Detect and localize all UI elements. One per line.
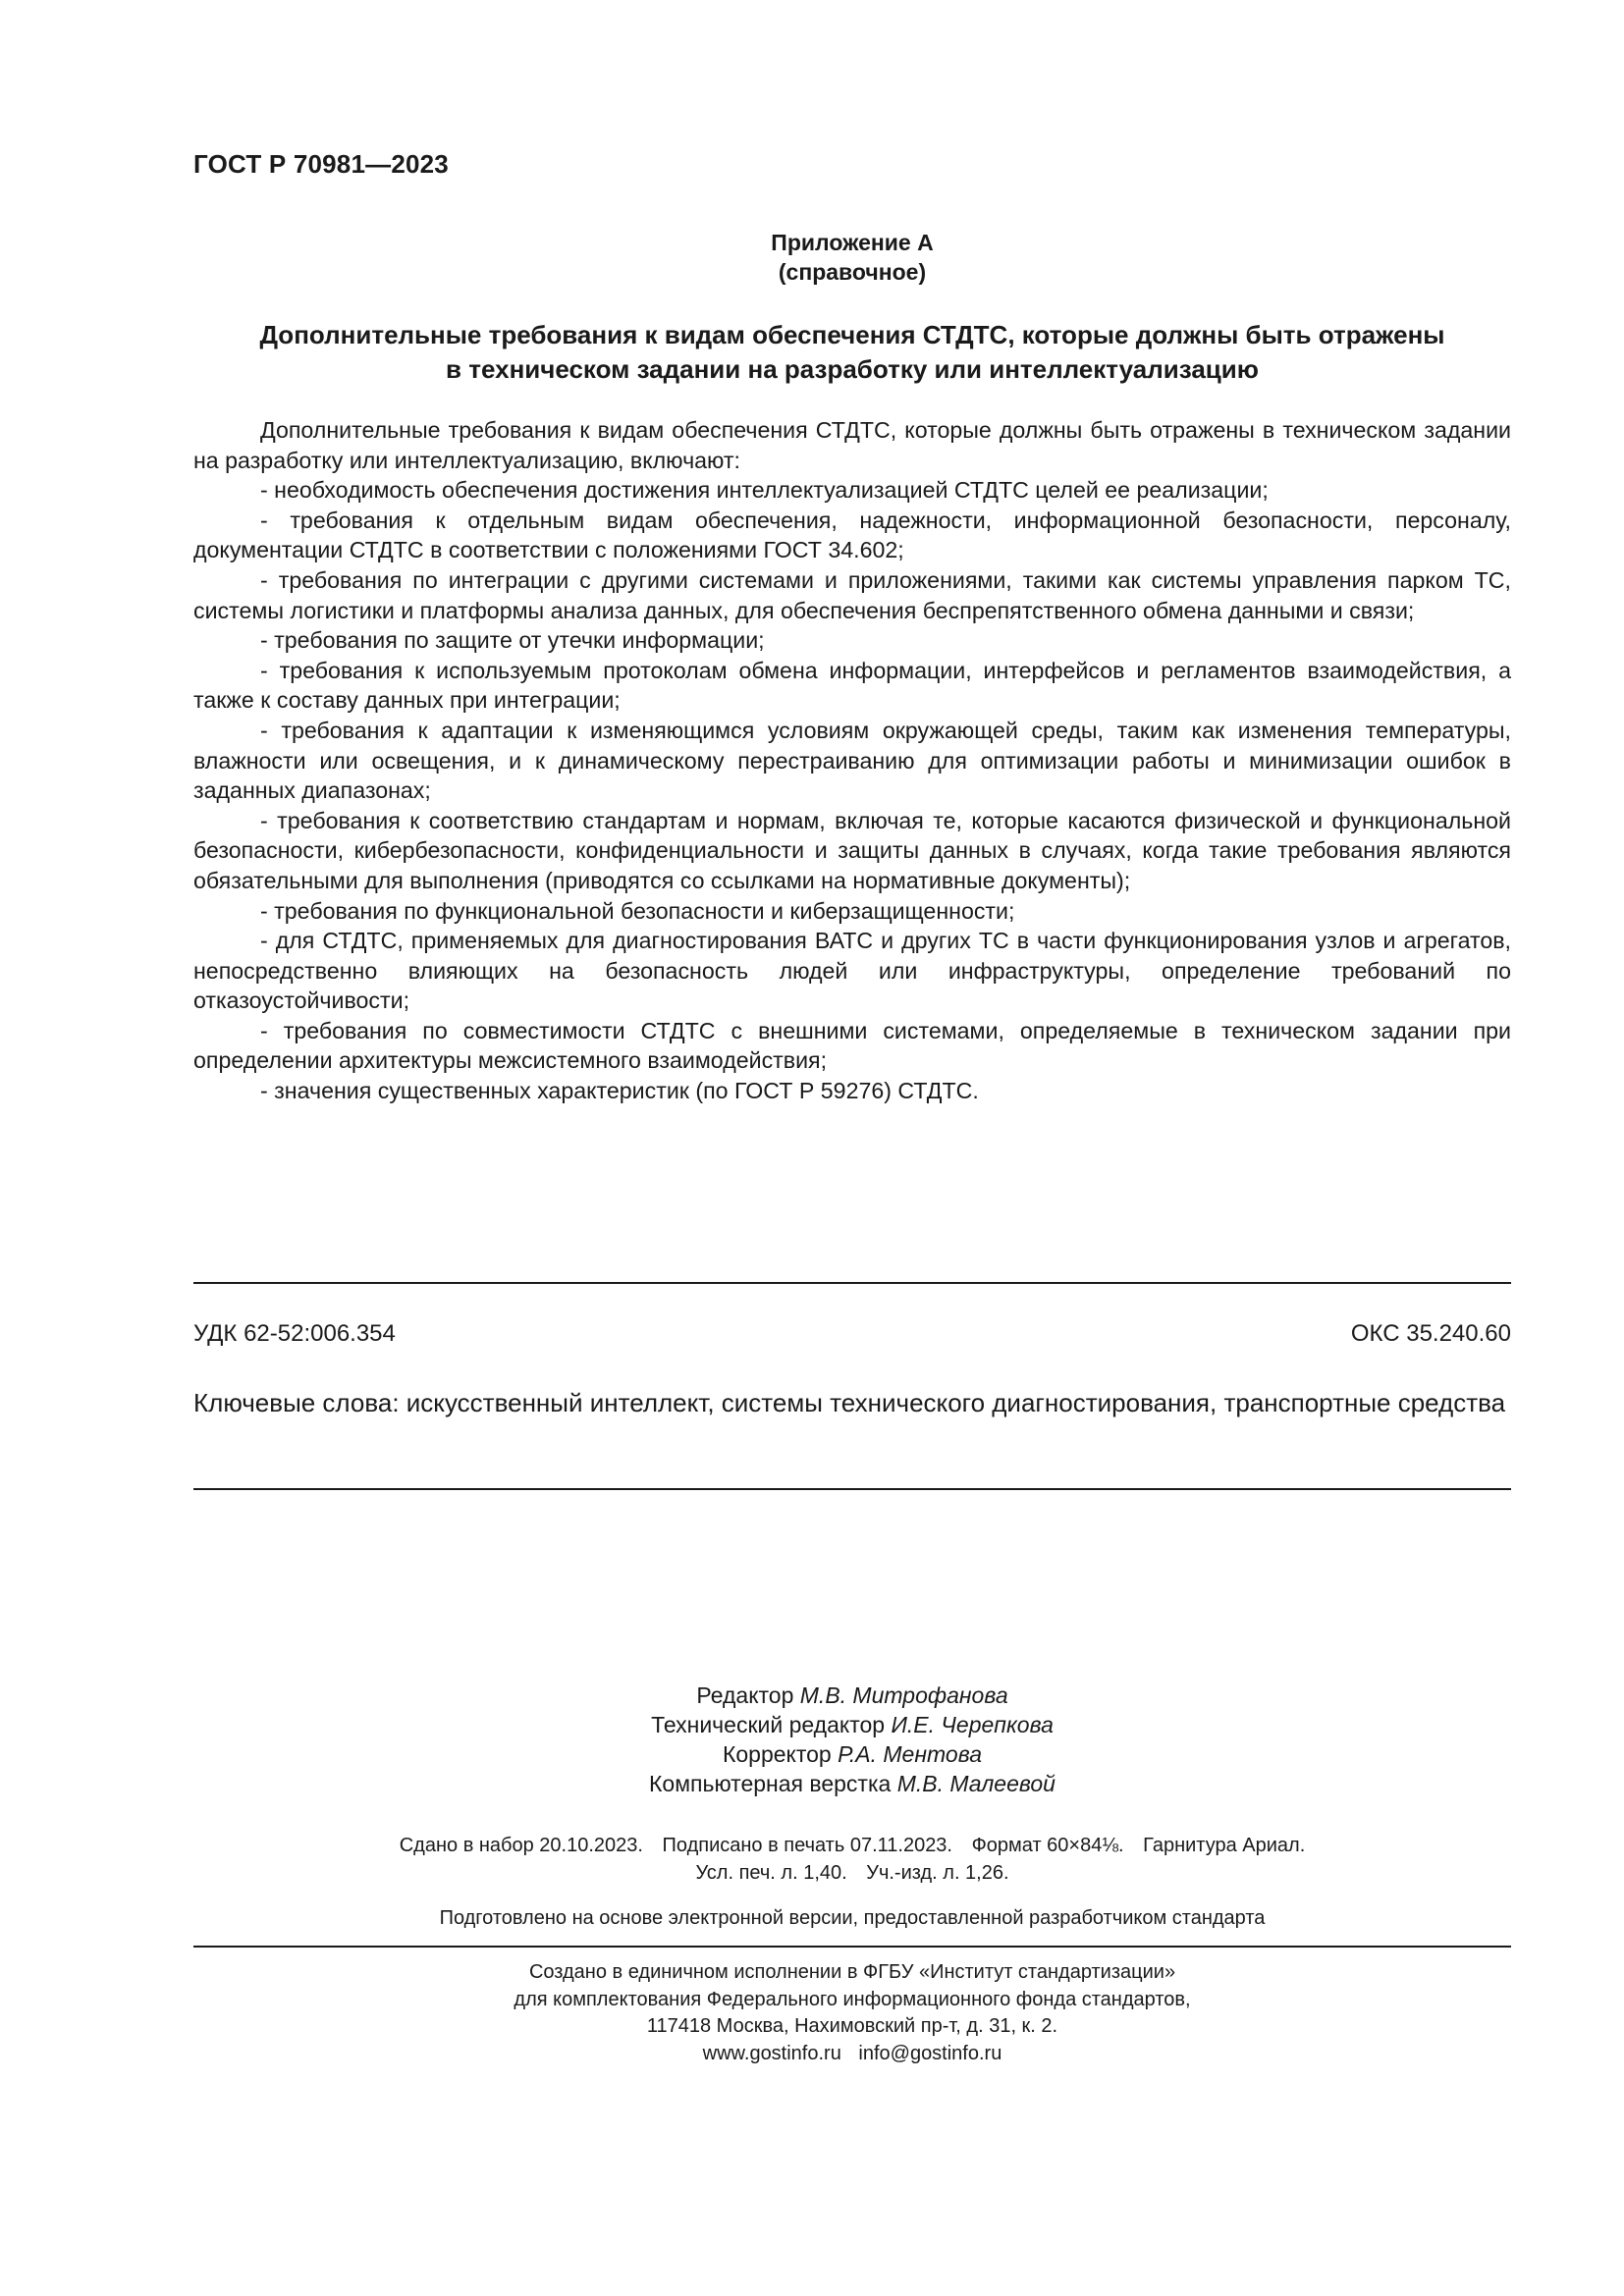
publisher-contacts (193, 2041, 1511, 2068)
body-paragraph: - требования к соответствию стандартам и нормам, включая те, которые касаются физической и функциональной безопасности, кибербезопасности, конфиденциальности и защиты данных в случаях, когда такие требования являются обязательными для выполнения (приводятся со ссылками на нормативные документы); (193, 807, 1511, 893)
appendix-title-line2: в техническом задании на разработку или интеллектуализацию (446, 354, 1259, 384)
print-info (193, 1832, 1511, 1887)
oks-code: ОКС 35.240.60 (1350, 1320, 1511, 1347)
body-paragraph: - требования к отдельным видам обеспечения, надежности, информационной безопасности, персоналу, документации СТДТС в соответствии с положениями ГОСТ 34.602; (193, 507, 1511, 563)
appendix-title-line1: Дополнительные требования к видам обеспечения СТДТС, которые должны быть отражены (259, 320, 1445, 349)
credit-role: Технический редактор (651, 1712, 886, 1737)
body-paragraph: Дополнительные требования к видам обеспечения СТДТС, которые должны быть отражены в техническом задании на разработку или интеллектуализацию, включают: (193, 417, 1511, 473)
website-link[interactable]: www.gostinfo.ru (702, 2042, 841, 2064)
body-paragraph: - требования к адаптации к изменяющимся условиям окружающей среды, таким как изменения температуры, влажности или освещения, и к динамическому перестраиванию для оптимизации работы и минимизации ошибок в заданных диапазонах; (193, 717, 1511, 804)
credit-role: Редактор (696, 1682, 794, 1708)
typeface: Гарнитура Ариал. (1143, 1835, 1306, 1856)
print-sheets: Усл. печ. л. 1,40. (695, 1862, 847, 1884)
publisher-block (193, 1959, 1511, 2067)
appendix-title (193, 318, 1511, 387)
body-paragraph: - для СТДТС, применяемых для диагностирования ВАТС и других ТС в части функционирования узлов и агрегатов, непосредственно влияющих на безопасность людей или инфраструктуры, определение требований по отказоустойчивости; (193, 928, 1511, 1014)
credits-block (193, 1681, 1511, 1798)
publisher-address: 117418 Москва, Нахимовский пр-т, д. 31, к. 2. (646, 2015, 1058, 2037)
keywords: Ключевые слова: искусственный интеллект, системы технического диагностирования, транспортные средства (193, 1388, 1506, 1417)
appendix-label: Приложение А (771, 230, 934, 255)
prepared-note: Подготовлено на основе электронной версии, предоставленной разработчиком стандарта (439, 1907, 1266, 1929)
credit-role: Компьютерная верстка (649, 1771, 892, 1796)
credit-corrector (193, 1739, 1511, 1769)
body-paragraph: - требования по функциональной безопасности и киберзащищенности; (260, 897, 1015, 924)
credit-tech-editor (193, 1710, 1511, 1739)
typeset-date: Сдано в набор 20.10.2023. (399, 1835, 643, 1856)
publisher-line1: Создано в единичном исполнении в ФГБУ «Институт стандартизации» (528, 1961, 1176, 1983)
credit-role: Корректор (722, 1741, 832, 1767)
appendix-type: (справочное) (778, 259, 927, 285)
classification-row (193, 1320, 1511, 1348)
publisher-sheets: Уч.-изд. л. 1,26. (866, 1862, 1009, 1884)
credit-name: И.Е. Черепкова (891, 1712, 1054, 1737)
divider-bottom (193, 1946, 1511, 1948)
publisher-line2: для комплектования Федерального информационного фонда стандартов, (514, 1988, 1191, 2010)
body-paragraph: - необходимость обеспечения достижения интеллектуализацией СТДТС целей ее реализации; (260, 477, 1269, 504)
body-paragraph: - требования по интеграции с другими системами и приложениями, такими как системы управления парком ТС, системы логистики и платформы анализа данных, для обеспечения беспрепятственного обмена данными и связи; (193, 566, 1511, 623)
print-info-line2 (193, 1859, 1511, 1887)
credit-layout (193, 1769, 1511, 1798)
divider-keywords (193, 1488, 1511, 1490)
credit-name: Р.А. Ментова (838, 1741, 982, 1767)
signed-date: Подписано в печать 07.11.2023. (662, 1835, 952, 1856)
udk-code: УДК 62-52:006.354 (193, 1320, 396, 1347)
credit-editor (193, 1681, 1511, 1710)
credit-name: М.В. Митрофанова (799, 1682, 1008, 1708)
body-paragraph: - требования к используемым протоколам обмена информации, интерфейсов и регламентов взаимодействия, а также к составу данных при интеграции; (193, 657, 1511, 714)
body-paragraph: - требования по совместимости СТДТС с внешними системами, определяемые в техническом задании при определении архитектуры межсистемного взаимодействия; (193, 1017, 1511, 1074)
body-text (193, 415, 1511, 1106)
print-info-line1 (193, 1832, 1511, 1859)
appendix-heading (193, 228, 1511, 287)
credit-name: М.В. Малеевой (896, 1771, 1056, 1796)
body-paragraph: - значения существенных характеристик (по ГОСТ Р 59276) СТДТС. (260, 1078, 979, 1104)
divider-top (193, 1282, 1511, 1284)
email-link[interactable]: info@gostinfo.ru (858, 2042, 1002, 2064)
document-id: ГОСТ Р 70981—2023 (193, 149, 449, 179)
paper-format: Формат 60×84⅛. (971, 1835, 1124, 1856)
body-paragraph: - требования по защите от утечки информации; (260, 627, 765, 654)
